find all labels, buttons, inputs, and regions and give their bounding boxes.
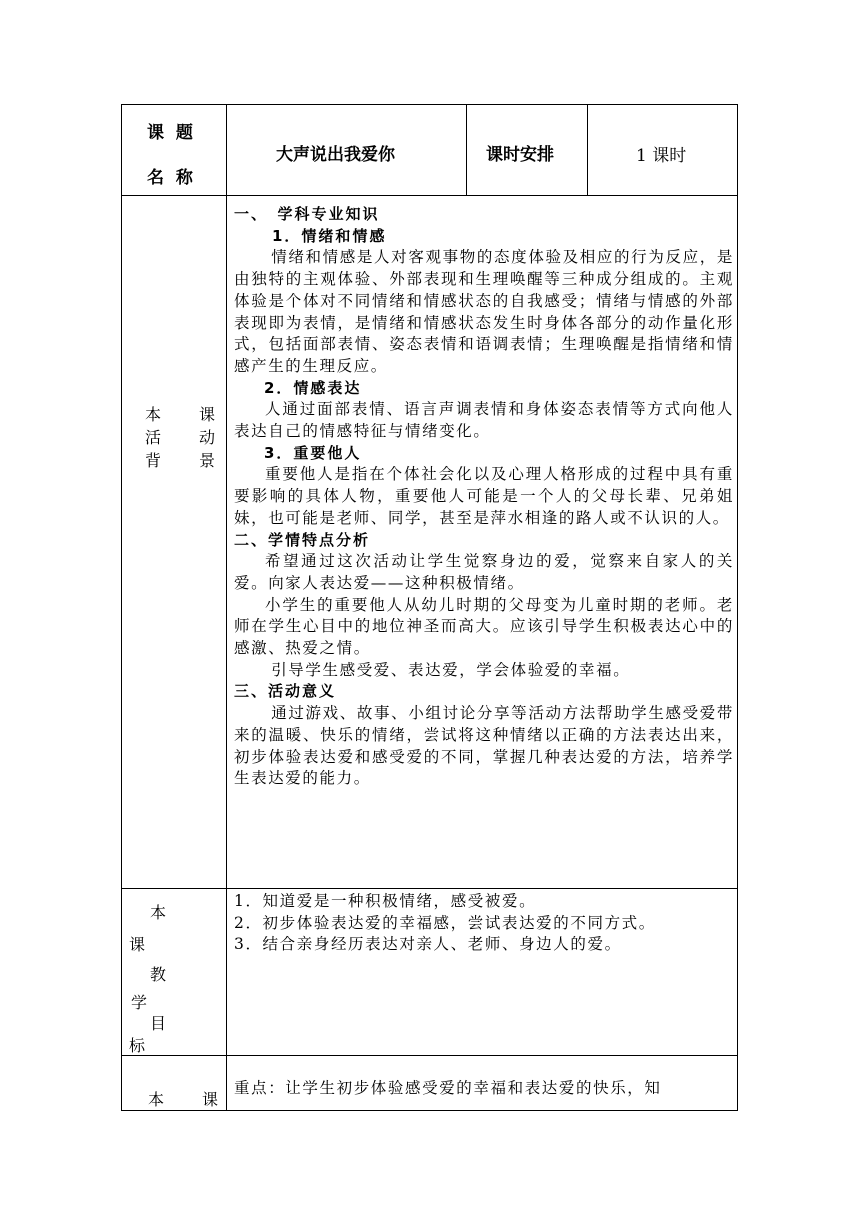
sub1-text: 情绪和情感是人对客观事物的态度体验及相应的行为反应，是由独特的主观体验、外部表现和生理唤醒等三种成分组成的。主观体验是个体对不同情绪和情感状态的自我感受；情绪与情感的外部表现即为表情，是情绪和情感状态发生时身体各部分的动作量化形式，包括面部表情、姿态表情和语调表情；生理唤醒是指情绪和情感产生的生理反应。 [234, 248, 734, 375]
table-border-left [121, 104, 122, 1111]
topic-label-line2: 名 称 [147, 168, 196, 188]
goals-label-char1: 本 [150, 903, 169, 922]
key-points-content [234, 1078, 734, 1100]
schedule-label: 课时安排 [486, 145, 554, 165]
goals-label-char6: 标 [129, 1036, 148, 1055]
background-label-line2: 活 动 [145, 428, 218, 447]
table-row-divider [121, 888, 738, 889]
table-column-divider [587, 104, 588, 196]
section1-title: 一、 学科专业知识 [234, 205, 380, 223]
table-column-divider [226, 104, 227, 1111]
table-row-divider [121, 1055, 738, 1056]
section3-title: 三、活动意义 [234, 682, 337, 701]
table-border-bottom [121, 1110, 738, 1111]
section2-paragraph1: 希望通过这次活动让学生觉察身边的爱，觉察来自家人的关爱。向家人表达爱——这种积极情绪。 [234, 552, 734, 592]
section2-paragraph3: 引导学生感受爱、表达爱，学会体验爱的幸福。 [271, 660, 631, 679]
goals-label-char5: 目 [150, 1014, 169, 1033]
background-content [234, 204, 734, 790]
background-label-line1: 本 课 [145, 405, 218, 424]
goals-label-char2: 课 [129, 935, 148, 954]
schedule-value: 1 课时 [636, 146, 687, 166]
goal-item: 2．初步体验表达爱的幸福感，尝试表达爱的不同方式。 [234, 913, 656, 932]
sub1-title: 1．情绪和情感 [272, 226, 387, 245]
table-border-top [121, 104, 738, 105]
sub3-title: 3．重要他人 [264, 443, 362, 462]
table-border-right [737, 104, 738, 1111]
background-label-line3: 背 景 [145, 451, 218, 470]
table-column-divider [466, 104, 467, 196]
goals-label-char3: 教 [150, 965, 169, 984]
section3-text: 通过游戏、故事、小组讨论分享等活动方法帮助学生感受爱带来的温暖、快乐的情绪，尝试将这种情绪以正确的方法表达出来，初步体验表达爱和感受爱的不同，掌握几种表达爱的方法，培养学生表达爱的能力。 [234, 704, 734, 788]
section2-paragraph2: 小学生的重要他人从幼儿时期的父母变为儿童时期的老师。老师在学生心目中的地位神圣而高大。应该引导学生积极表达心中的感激、热爱之情。 [234, 595, 734, 658]
sub2-title: 2．情感表达 [264, 378, 362, 397]
goals-list [234, 891, 734, 956]
goals-label-char4: 学 [131, 993, 150, 1012]
table-row-divider [121, 195, 738, 196]
sub3-text: 重要他人是指在个体社会化以及心理人格形成的过程中具有重要影响的具体人物，重要他人可能是一个人的父母长辈、兄弟姐妹，也可能是老师、同学，甚至是萍水相逢的路人或不认识的人。 [234, 465, 734, 527]
topic-title: 大声说出我爱你 [276, 145, 395, 165]
key-points-label: 本 课 [148, 1090, 221, 1109]
key-points-text: 重点：让学生初步体验感受爱的幸福和表达爱的快乐，知 [234, 1079, 662, 1097]
goal-item: 1．知道爱是一种积极情绪，感受被爱。 [234, 892, 537, 910]
topic-label-line1: 课 题 [147, 123, 196, 143]
goal-item: 3．结合亲身经历表达对亲人、老师、身边人的爱。 [234, 935, 622, 954]
sub2-text: 人通过面部表情、语言声调表情和身体姿态表情等方式向他人表达自己的情感特征与情绪变化。 [234, 400, 734, 441]
section2-title: 二、学情特点分析 [234, 530, 371, 549]
